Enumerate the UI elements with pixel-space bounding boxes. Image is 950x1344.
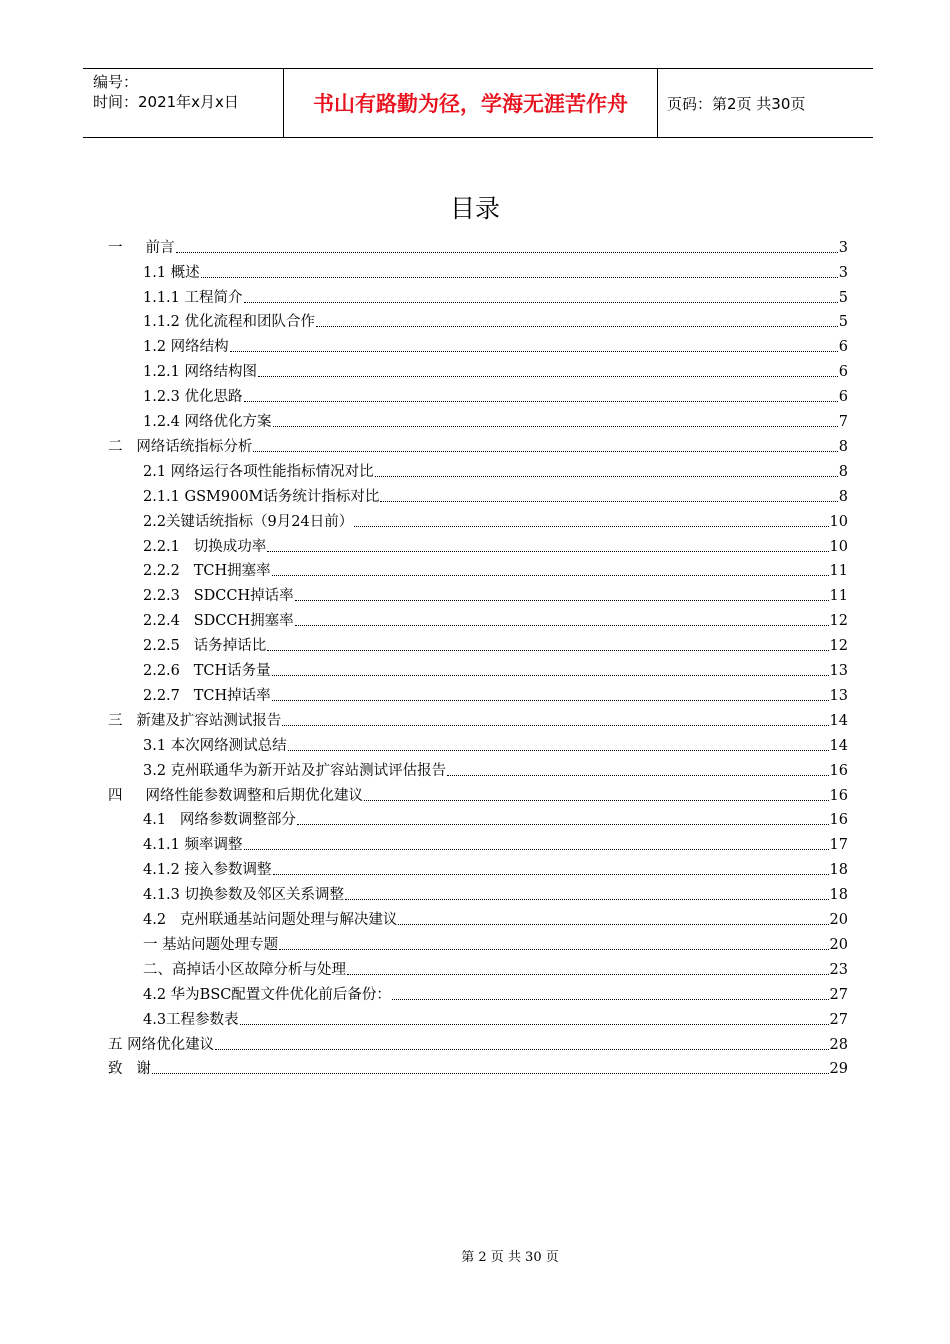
toc-entry-label: 一 基站问题处理专题 xyxy=(143,936,279,953)
toc-entry[interactable] xyxy=(143,655,848,680)
toc-entry-label: 1.2.1 网络结构图 xyxy=(143,364,258,381)
toc-entry[interactable] xyxy=(143,879,848,904)
toc-entry[interactable] xyxy=(143,730,848,755)
toc-entry-page: 16 xyxy=(829,787,848,804)
toc-entry-label: 1.1.2 优化流程和团队合作 xyxy=(143,314,316,331)
toc-dot-leader xyxy=(295,624,829,626)
toc-entry[interactable] xyxy=(143,581,848,606)
toc-entry-label: 二、高掉话小区故障分析与处理 xyxy=(143,961,346,978)
toc-entry-label: 1.2.4 网络优化方案 xyxy=(143,414,272,431)
toc-entry[interactable] xyxy=(143,1004,848,1029)
page-footer: 第 2 页 共 30 页 xyxy=(461,1250,559,1265)
toc-entry[interactable] xyxy=(143,606,848,631)
toc-entry-page: 13 xyxy=(829,663,848,680)
toc-dot-leader xyxy=(279,948,828,950)
toc-entry-label: 2.1 网络运行各项性能指标情况对比 xyxy=(143,463,374,480)
toc-entry-page: 6 xyxy=(838,364,848,381)
toc-entry-label: 四 网络性能参数调整和后期优化建议 xyxy=(108,787,364,804)
toc-entry-label: 4.1 网络参数调整部分 xyxy=(143,812,296,829)
toc-entry-page: 17 xyxy=(829,837,848,854)
toc-dot-leader xyxy=(364,799,829,801)
toc-dot-leader xyxy=(282,724,828,726)
toc-dot-leader xyxy=(244,848,829,850)
toc-entry-page: 14 xyxy=(829,737,848,754)
toc-entry-label: 2.2.4 SDCCH拥塞率 xyxy=(143,613,294,630)
toc-entry-page: 3 xyxy=(838,239,848,256)
toc-entry[interactable] xyxy=(108,780,848,805)
toc-dot-leader xyxy=(295,599,829,601)
toc-dot-leader xyxy=(240,1023,829,1025)
toc-dot-leader xyxy=(201,276,838,278)
toc-entry-label: 1.1.1 工程简介 xyxy=(143,289,243,306)
toc-dot-leader xyxy=(316,325,838,327)
toc-entry-page: 27 xyxy=(829,986,848,1003)
toc-entry[interactable] xyxy=(143,381,848,406)
toc-entry[interactable] xyxy=(108,1054,848,1079)
toc-dot-leader xyxy=(392,998,829,1000)
toc-dot-leader xyxy=(244,301,838,303)
toc-entry[interactable] xyxy=(108,232,848,257)
toc-dot-leader xyxy=(272,674,829,676)
toc-entry-label: 2.2.7 TCH掉话率 xyxy=(143,687,271,704)
toc-dot-leader xyxy=(272,699,829,701)
toc-entry-label: 2.2.2 TCH拥塞率 xyxy=(143,563,271,580)
toc-entry-label: 2.2.1 切换成功率 xyxy=(143,538,267,555)
header-page-info: 页码：第2页 共30页 xyxy=(667,94,806,113)
toc-entry-label: 4.3工程参数表 xyxy=(143,1011,239,1028)
toc-dot-leader xyxy=(215,1048,828,1050)
toc-entry[interactable] xyxy=(143,830,848,855)
toc-entry-label: 4.2 克州联通基站问题处理与解决建议 xyxy=(143,912,398,929)
toc-entry-page: 10 xyxy=(829,538,848,555)
toc-entry[interactable] xyxy=(143,406,848,431)
toc-dot-leader xyxy=(244,400,838,402)
toc-entry-label: 二 网络话统指标分析 xyxy=(108,438,253,455)
toc-entry[interactable] xyxy=(143,979,848,1004)
toc-dot-leader xyxy=(258,375,838,377)
toc-entry-page: 5 xyxy=(838,314,848,331)
toc-entry-page: 20 xyxy=(829,912,848,929)
toc-entry[interactable] xyxy=(108,1029,848,1054)
page-header xyxy=(83,68,873,138)
header-meta xyxy=(83,69,284,137)
header-motto: 书山有路勤为径，学海无涯苦作舟 xyxy=(284,69,658,137)
number-label: 编号： xyxy=(93,73,139,91)
toc-dot-leader xyxy=(176,251,838,253)
toc-entry-label: 4.1.3 切换参数及邻区关系调整 xyxy=(143,887,345,904)
toc-entry-page: 18 xyxy=(829,862,848,879)
toc-entry-page: 12 xyxy=(829,638,848,655)
toc-entry-label: 4.1.2 接入参数调整 xyxy=(143,862,272,879)
toc-entry-page: 16 xyxy=(829,762,848,779)
toc-dot-leader xyxy=(447,774,828,776)
toc-entry-label: 三 新建及扩容站测试报告 xyxy=(108,712,282,729)
toc-entry[interactable] xyxy=(143,855,848,880)
toc-entry[interactable] xyxy=(143,357,848,382)
toc-entry[interactable] xyxy=(143,531,848,556)
toc-entry-label: 2.2.5 话务掉话比 xyxy=(143,638,267,655)
toc-dot-leader xyxy=(398,923,828,925)
toc-dot-leader xyxy=(267,550,828,552)
toc-entry-page: 5 xyxy=(838,289,848,306)
toc-entry[interactable] xyxy=(143,954,848,979)
toc-entry[interactable] xyxy=(143,556,848,581)
toc-entry[interactable] xyxy=(143,506,848,531)
toc-entry[interactable] xyxy=(143,755,848,780)
toc-entry[interactable] xyxy=(108,431,848,456)
toc-dot-leader xyxy=(347,973,829,975)
toc-entry-label: 1.1 概述 xyxy=(143,264,200,281)
toc-entry-label: 2.1.1 GSM900M话务统计指标对比 xyxy=(143,488,380,505)
time-label: 时间：2021年x月x日 xyxy=(93,93,239,111)
toc-entry-label: 2.2.3 SDCCH掉话率 xyxy=(143,588,294,605)
toc-dot-leader xyxy=(345,898,829,900)
toc-entry-page: 6 xyxy=(838,389,848,406)
toc-entry-page: 8 xyxy=(838,438,848,455)
toc-entry-page: 11 xyxy=(829,563,848,580)
toc-entry-page: 20 xyxy=(829,936,848,953)
toc-entry[interactable] xyxy=(143,456,848,481)
toc-entry-page: 11 xyxy=(829,588,848,605)
toc-dot-leader xyxy=(273,425,838,427)
toc-dot-leader xyxy=(375,475,838,477)
toc-entry-label: 2.2.6 TCH话务量 xyxy=(143,663,271,680)
toc-entry-label: 4.2 华为BSC配置文件优化前后备份： xyxy=(143,986,391,1003)
toc-entry-page: 10 xyxy=(829,513,848,530)
toc-dot-leader xyxy=(354,525,828,527)
toc-entry-page: 8 xyxy=(838,488,848,505)
toc-dot-leader xyxy=(297,823,829,825)
toc-entry-page: 13 xyxy=(829,687,848,704)
toc-entry-label: 4.1.1 频率调整 xyxy=(143,837,243,854)
toc-entry-label: 2.2关键话统指标（9月24日前） xyxy=(143,513,354,530)
toc-entry-label: 一 前言 xyxy=(108,239,175,256)
toc-entry[interactable] xyxy=(143,307,848,332)
toc-entry-page: 3 xyxy=(838,264,848,281)
toc-entry-page: 18 xyxy=(829,887,848,904)
toc-dot-leader xyxy=(272,574,829,576)
toc-entry[interactable] xyxy=(143,904,848,929)
toc-entry-label: 1.2 网络结构 xyxy=(143,339,229,356)
toc-entry-page: 14 xyxy=(829,712,848,729)
toc-title: 目录 xyxy=(449,194,500,223)
toc-entry[interactable] xyxy=(143,680,848,705)
toc-entry-page: 8 xyxy=(838,463,848,480)
toc-entry[interactable] xyxy=(143,805,848,830)
toc-entry[interactable] xyxy=(143,282,848,307)
toc-entry[interactable] xyxy=(143,257,848,282)
toc-dot-leader xyxy=(273,873,829,875)
toc-entry-label: 1.2.3 优化思路 xyxy=(143,389,243,406)
toc-dot-leader xyxy=(380,500,837,502)
toc-entry-page: 16 xyxy=(829,812,848,829)
toc-entry-page: 12 xyxy=(829,613,848,630)
toc-entry-page: 7 xyxy=(838,414,848,431)
toc-entry-label: 五 网络优化建议 xyxy=(108,1036,215,1053)
toc-entry-page: 6 xyxy=(838,339,848,356)
toc-entry-label: 3.1 本次网络测试总结 xyxy=(143,737,287,754)
toc-entry[interactable] xyxy=(143,332,848,357)
toc-entry-page: 27 xyxy=(829,1011,848,1028)
toc-dot-leader xyxy=(267,649,828,651)
toc-entry[interactable] xyxy=(143,630,848,655)
toc-entry-page: 28 xyxy=(829,1036,848,1053)
toc-entry[interactable] xyxy=(143,929,848,954)
toc-entry-label: 3.2 克州联通华为新开站及扩容站测试评估报告 xyxy=(143,762,447,779)
toc-dot-leader xyxy=(230,350,838,352)
toc-entry[interactable] xyxy=(108,705,848,730)
toc-entry[interactable] xyxy=(143,481,848,506)
toc-dot-leader xyxy=(288,749,829,751)
toc-dot-leader xyxy=(152,1072,829,1074)
toc-entry-page: 29 xyxy=(829,1061,848,1078)
toc-entry-label: 致 谢 xyxy=(108,1061,151,1078)
toc-entry-page: 23 xyxy=(829,961,848,978)
toc-dot-leader xyxy=(253,450,837,452)
